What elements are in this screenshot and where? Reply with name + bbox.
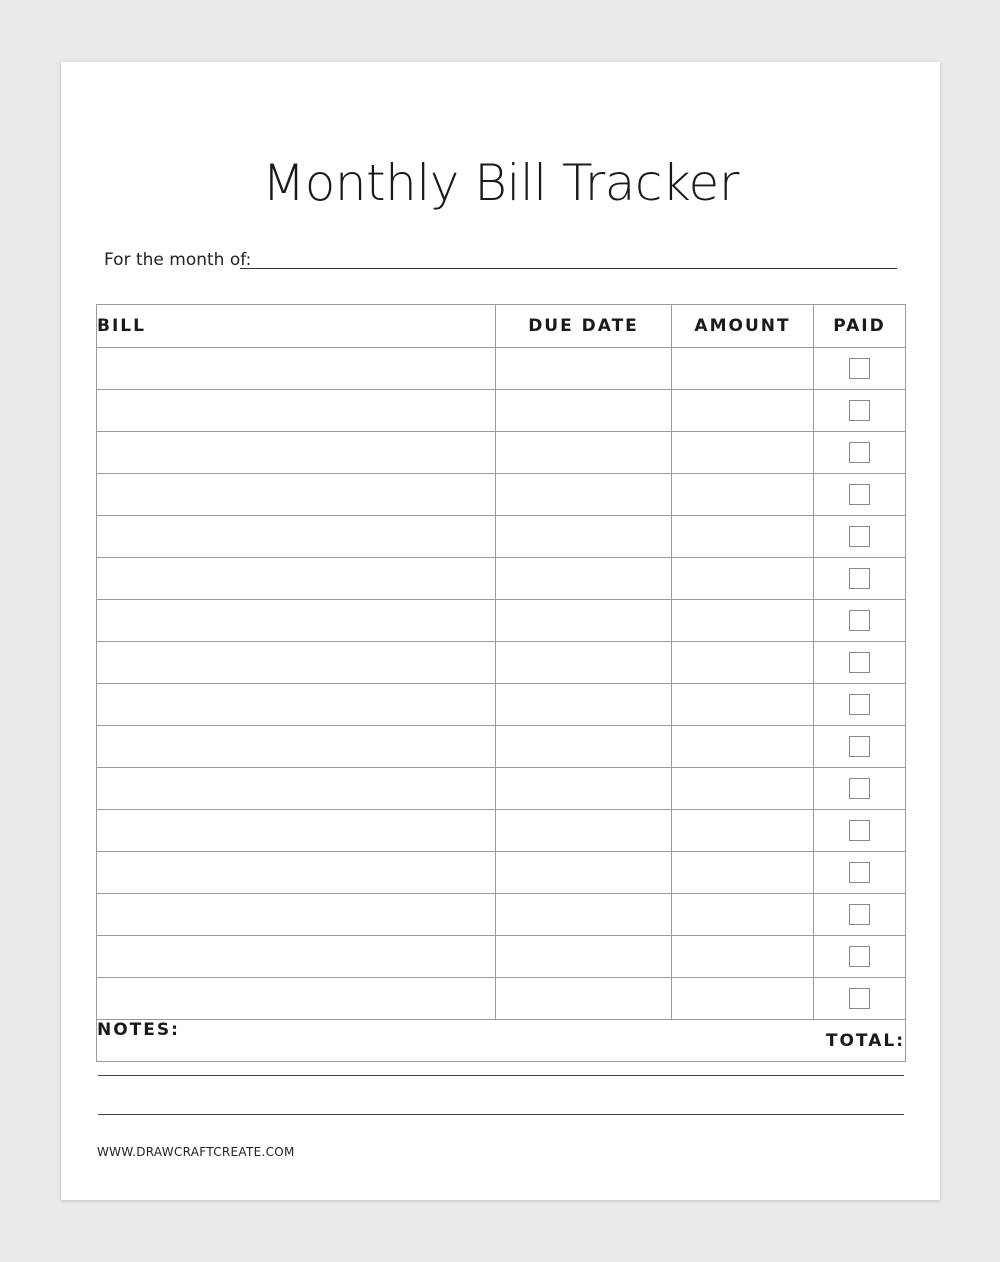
- bill-table: [96, 304, 906, 1062]
- table-row: [97, 516, 906, 558]
- paid-checkbox[interactable]: [849, 988, 870, 1009]
- paid-checkbox[interactable]: [849, 610, 870, 631]
- table-row: [97, 768, 906, 810]
- paid-checkbox[interactable]: [849, 946, 870, 967]
- amount-cell[interactable]: [672, 642, 814, 684]
- month-field: [104, 249, 897, 271]
- table-row: [97, 978, 906, 1020]
- header-amount: AMOUNT: [672, 305, 814, 348]
- amount-cell[interactable]: [672, 600, 814, 642]
- bill-cell[interactable]: [97, 894, 496, 936]
- amount-cell[interactable]: [672, 726, 814, 768]
- due-date-cell[interactable]: [496, 810, 672, 852]
- bill-cell[interactable]: [97, 474, 496, 516]
- table-header-row: [97, 305, 906, 348]
- bill-cell[interactable]: [97, 348, 496, 390]
- paid-checkbox[interactable]: [849, 778, 870, 799]
- bill-cell[interactable]: [97, 768, 496, 810]
- table-row: [97, 684, 906, 726]
- paid-checkbox[interactable]: [849, 400, 870, 421]
- table-row: [97, 936, 906, 978]
- amount-cell[interactable]: [672, 768, 814, 810]
- table-row: [97, 642, 906, 684]
- amount-cell[interactable]: [672, 558, 814, 600]
- paid-checkbox[interactable]: [849, 652, 870, 673]
- paid-cell: [814, 516, 906, 558]
- due-date-cell[interactable]: [496, 348, 672, 390]
- bill-cell[interactable]: [97, 516, 496, 558]
- due-date-cell[interactable]: [496, 390, 672, 432]
- total-label: TOTAL:: [97, 1020, 906, 1062]
- bill-cell[interactable]: [97, 978, 496, 1020]
- due-date-cell[interactable]: [496, 978, 672, 1020]
- paid-cell: [814, 894, 906, 936]
- paid-checkbox[interactable]: [849, 358, 870, 379]
- amount-cell[interactable]: [672, 894, 814, 936]
- paid-checkbox[interactable]: [849, 694, 870, 715]
- bill-cell[interactable]: [97, 726, 496, 768]
- table-row: [97, 474, 906, 516]
- notes-line[interactable]: [98, 1114, 904, 1115]
- paid-cell: [814, 936, 906, 978]
- paid-cell: [814, 726, 906, 768]
- paid-cell: [814, 348, 906, 390]
- paid-cell: [814, 600, 906, 642]
- paid-cell: [814, 978, 906, 1020]
- table-row: [97, 726, 906, 768]
- table-row: [97, 348, 906, 390]
- paid-cell: [814, 642, 906, 684]
- page-title: Monthly Bill Tracker: [262, 154, 739, 212]
- header-bill: BILL: [97, 305, 496, 348]
- table-row: [97, 894, 906, 936]
- due-date-cell[interactable]: [496, 852, 672, 894]
- paid-cell: [814, 432, 906, 474]
- bill-cell[interactable]: [97, 684, 496, 726]
- paid-cell: [814, 852, 906, 894]
- amount-cell[interactable]: [672, 936, 814, 978]
- due-date-cell[interactable]: [496, 936, 672, 978]
- footer-website: WWW.DRAWCRAFTCREATE.COM: [97, 1145, 295, 1159]
- table-row: [97, 600, 906, 642]
- amount-cell[interactable]: [672, 348, 814, 390]
- bill-cell[interactable]: [97, 600, 496, 642]
- paid-checkbox[interactable]: [849, 820, 870, 841]
- table-row: [97, 432, 906, 474]
- paid-cell: [814, 810, 906, 852]
- bill-rows: [97, 348, 906, 1020]
- paid-cell: [814, 768, 906, 810]
- paid-checkbox[interactable]: [849, 526, 870, 547]
- paid-checkbox[interactable]: [849, 862, 870, 883]
- amount-cell[interactable]: [672, 390, 814, 432]
- table-row: [97, 558, 906, 600]
- bill-cell[interactable]: [97, 432, 496, 474]
- header-paid: PAID: [814, 305, 906, 348]
- due-date-cell[interactable]: [496, 516, 672, 558]
- total-row: [97, 1020, 906, 1062]
- paid-checkbox[interactable]: [849, 904, 870, 925]
- table-row: [97, 810, 906, 852]
- paid-checkbox[interactable]: [849, 736, 870, 757]
- paid-checkbox[interactable]: [849, 442, 870, 463]
- bill-cell[interactable]: [97, 810, 496, 852]
- month-input-line[interactable]: [240, 268, 897, 269]
- notes-label: NOTES:: [97, 1020, 180, 1040]
- due-date-cell[interactable]: [496, 600, 672, 642]
- bill-cell[interactable]: [97, 558, 496, 600]
- month-label: For the month of:: [104, 250, 252, 270]
- bill-cell[interactable]: [97, 936, 496, 978]
- due-date-cell[interactable]: [496, 642, 672, 684]
- paid-cell: [814, 390, 906, 432]
- due-date-cell[interactable]: [496, 474, 672, 516]
- bill-cell[interactable]: [97, 390, 496, 432]
- table-row: [97, 852, 906, 894]
- bill-cell[interactable]: [97, 642, 496, 684]
- amount-cell[interactable]: [672, 852, 814, 894]
- paid-checkbox[interactable]: [849, 568, 870, 589]
- amount-cell[interactable]: [672, 474, 814, 516]
- paid-checkbox[interactable]: [849, 484, 870, 505]
- amount-cell[interactable]: [672, 810, 814, 852]
- amount-cell[interactable]: [672, 684, 814, 726]
- due-date-cell[interactable]: [496, 432, 672, 474]
- notes-line[interactable]: [98, 1075, 904, 1076]
- paid-cell: [814, 558, 906, 600]
- header-due-date: DUE DATE: [496, 305, 672, 348]
- due-date-cell[interactable]: [496, 558, 672, 600]
- paid-cell: [814, 684, 906, 726]
- table-row: [97, 390, 906, 432]
- bill-cell[interactable]: [97, 852, 496, 894]
- amount-cell[interactable]: [672, 516, 814, 558]
- due-date-cell[interactable]: [496, 726, 672, 768]
- due-date-cell[interactable]: [496, 768, 672, 810]
- amount-cell[interactable]: [672, 978, 814, 1020]
- due-date-cell[interactable]: [496, 684, 672, 726]
- paid-cell: [814, 474, 906, 516]
- amount-cell[interactable]: [672, 432, 814, 474]
- due-date-cell[interactable]: [496, 894, 672, 936]
- tracker-sheet: [61, 62, 940, 1200]
